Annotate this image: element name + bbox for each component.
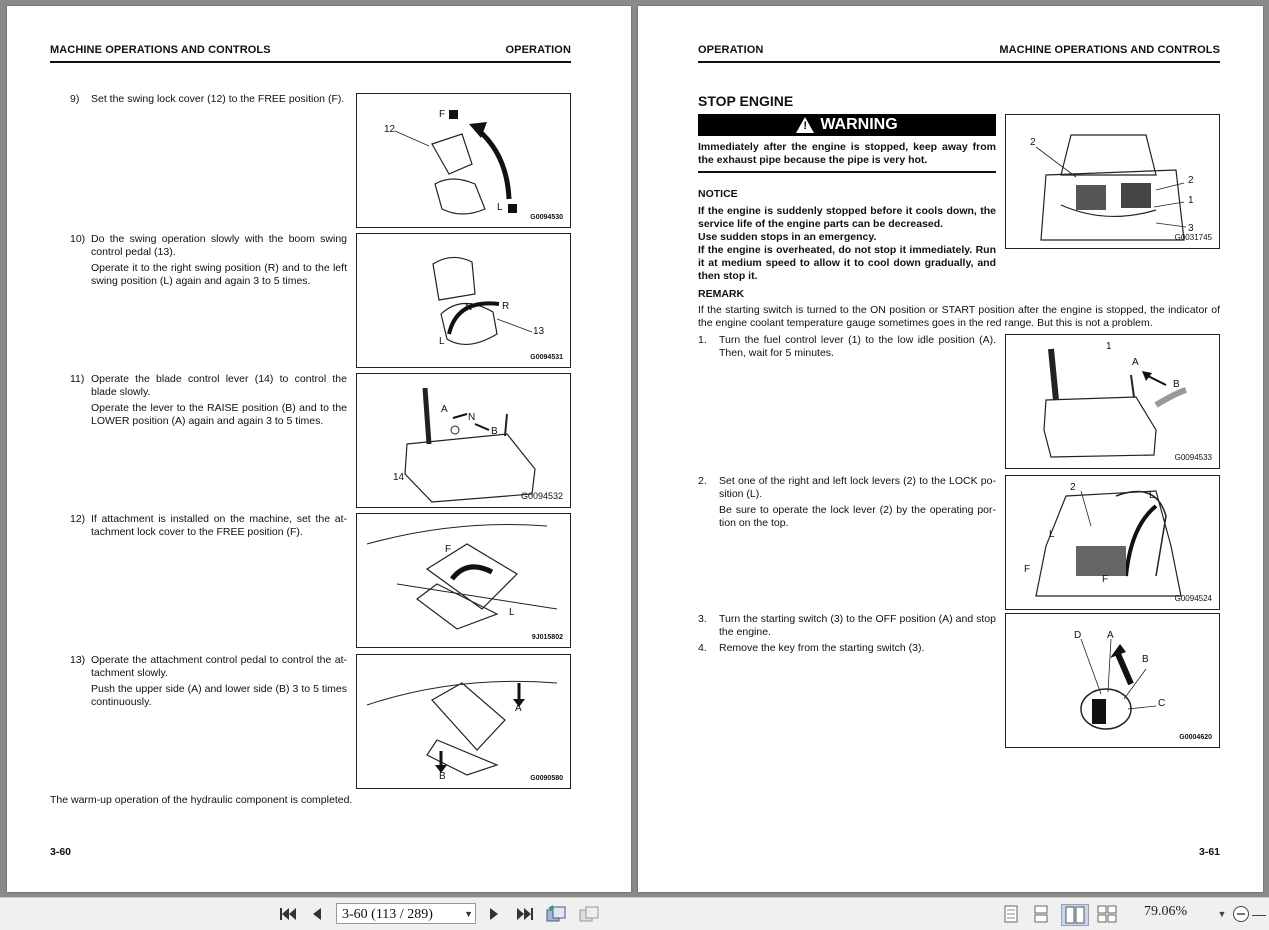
- fuel-lever-illustration: [1006, 335, 1219, 468]
- swing-pedal-illustration: [357, 234, 570, 367]
- remark-title: REMARK: [698, 288, 745, 300]
- first-page-icon[interactable]: [279, 904, 299, 924]
- lock-lever-illustration: [1006, 476, 1219, 609]
- figure-operator-seat: 2 2 1 3 G0031745: [1005, 114, 1220, 249]
- figure-swing-pedal: N R L 13 G0094531: [356, 233, 571, 368]
- left-page: MACHINE OPERATIONS AND CONTROLS OPERATION 9) Set the swing lock cover (12) to the FREE position (F). F 12 L G0094530 10) Do the swing operation slowly with the boom swing control pedal (13). Operate it to the right swing position (R) and to the left swing position (L) again and again 3 to 5 times. N R L 13 G0094531 11) Operate the blade control lever (14) to control the blade slowly. Operate the lever to the RAISE position (B) and to the LOWER position (A) again and again 3 to 5 times. A N B 14 G0094532 12) If attachment is installed on the machine, set the at-tachment lock cover to the FREE position (F). F L 9J015802 13) Operate the attachment control pedal to control the at-tachment slowly. Push the upper side (A) and lower side (B) 3 to 5 times continuously. A B G0090580 The warm-up operation of the hydraulic component is completed. 3-60: [7, 6, 631, 892]
- running-header-right: OPERATION: [505, 44, 571, 56]
- notice-line-3: If the engine is overheated, do not stop it immediately. Run it at medium speed to allow it to cool down gradually, and then stop it.: [698, 244, 996, 282]
- zoom-separator: —: [1252, 906, 1266, 922]
- previous-page-icon[interactable]: [309, 904, 325, 924]
- warning-triangle-icon: !: [796, 117, 814, 133]
- completion-note: The warm-up operation of the hydraulic component is completed.: [50, 794, 353, 806]
- attachment-cover-illustration: [357, 514, 570, 647]
- page-dropdown-icon[interactable]: ▼: [464, 909, 473, 919]
- figure-attachment-lock-cover: F L 9J015802: [356, 513, 571, 648]
- header-rule: [698, 61, 1220, 63]
- next-view-icon[interactable]: [578, 904, 600, 924]
- page-number-left: 3-60: [50, 846, 72, 858]
- facing-icon[interactable]: [1061, 904, 1089, 926]
- remark-text: If the starting switch is turned to the ON position or START position after the engine is stopped, the indicator of the engine coolant temperature gauge sometimes goes in the red range. But this is not a problem.: [698, 304, 1220, 329]
- figure-fuel-control-lever: 1 A B G0094533: [1005, 334, 1220, 469]
- header-rule: [50, 61, 571, 63]
- swing-lock-illustration: [357, 94, 570, 227]
- notice-title: NOTICE: [698, 188, 738, 200]
- section-title: STOP ENGINE: [698, 93, 794, 109]
- single-page-icon[interactable]: [1001, 904, 1021, 924]
- running-header-right: MACHINE OPERATIONS AND CONTROLS: [999, 44, 1220, 56]
- blade-lever-illustration: [357, 374, 570, 507]
- zoom-out-icon[interactable]: [1231, 904, 1251, 924]
- right-page: OPERATION MACHINE OPERATIONS AND CONTROLS STOP ENGINE ! WARNING Immediately after the engine is stopped, keep away from the exhaust pipe because the pipe is very hot. NOTICE If the engine is suddenly stopped before it cools down, the service life of the engine parts can be decreased. Use sudden stops in an emergency. If the engine is overheated, do not stop it immediately. Run it at medium speed to allow it to cool down gradually, and then stop it. 2 2 1 3 G0031745 REMARK If the starting switch is turned to the ON position or START position after the engine is stopped, the indicator of the engine coolant temperature gauge sometimes goes in the red range. But this is not a problem. 1. Turn the fuel control lever (1) to the low idle position (A). Then, wait for 5 minutes. 1 A B G0094533 2. Set one of the right and left lock levers (2) to the LOCK po-sition (L). Be sure to operate the lock lever (2) by the operating por-tion on the top. 2 L F L F G0094524 3. Turn the starting switch (3) to the OFF position (A) and stop the engine. 4. Remove the key from the starting switch (3). D A B C G0004620 3-61: [638, 6, 1263, 892]
- zoom-dropdown-icon[interactable]: ▼: [1217, 909, 1227, 919]
- running-header-left: MACHINE OPERATIONS AND CONTROLS: [50, 44, 271, 56]
- notice-line-2: Use sudden stops in an emergency.: [698, 231, 877, 243]
- viewer-toolbar: [0, 897, 1269, 930]
- previous-view-icon[interactable]: [545, 904, 567, 924]
- page-number-right: 3-61: [1198, 846, 1220, 858]
- next-page-icon[interactable]: [486, 904, 502, 924]
- running-header-left: OPERATION: [698, 44, 764, 56]
- figure-lock-lever: 2 L F L F G0094524: [1005, 475, 1220, 610]
- page-number-field[interactable]: 3-60 (113 / 289) ▼: [336, 903, 476, 924]
- notice-line-1: If the engine is suddenly stopped before it cools down, the service life of the engine parts can be decreased.: [698, 205, 996, 230]
- figure-blade-lever: A N B 14 G0094532: [356, 373, 571, 508]
- continuous-icon[interactable]: [1031, 904, 1051, 924]
- warning-banner: ! WARNING: [698, 114, 996, 136]
- figure-starting-switch: D A B C G0004620: [1005, 613, 1220, 748]
- last-page-icon[interactable]: [514, 904, 534, 924]
- figure-attachment-pedal: A B G0090580: [356, 654, 571, 789]
- warning-rule: [698, 171, 996, 173]
- warning-text: Immediately after the engine is stopped, keep away from the exhaust pipe because the pipe is very hot.: [698, 141, 996, 166]
- figure-swing-lock-cover: F 12 L G0094530: [356, 93, 571, 228]
- zoom-level[interactable]: 79.06%: [1144, 904, 1188, 919]
- continuous-facing-icon[interactable]: [1096, 904, 1118, 924]
- attachment-pedal-illustration: [357, 655, 570, 788]
